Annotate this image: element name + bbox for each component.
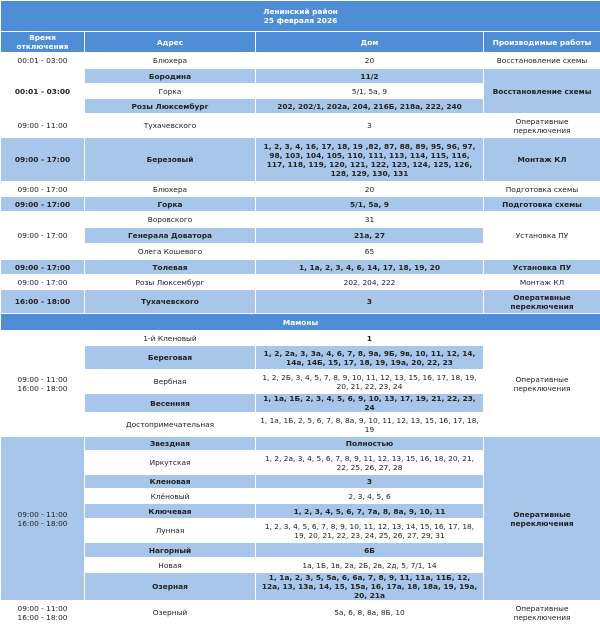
address-cell: Тухачевского bbox=[85, 290, 256, 314]
col-address-header: Адрес bbox=[85, 32, 256, 53]
table-row bbox=[1, 212, 600, 228]
address-cell: 1-й Кленовый bbox=[85, 331, 256, 346]
address-cell: Звездная bbox=[85, 437, 256, 451]
time-cell bbox=[1, 437, 85, 601]
house-cell: 65 bbox=[256, 244, 484, 260]
table-row bbox=[1, 182, 600, 197]
house-cell: 1, 1а, 1Б, 2, 5, 6, 7, 8, 8а, 9, 10, 11, 12, 13, 15, 16, 17, 18, 19 bbox=[256, 413, 484, 437]
table-row bbox=[1, 138, 600, 182]
time-cell bbox=[1, 601, 85, 625]
house-cell: 31 bbox=[256, 212, 484, 228]
address-cell: Горка bbox=[85, 197, 256, 212]
time-cell bbox=[1, 331, 85, 437]
time-cell: 09:00 - 17:00 bbox=[1, 182, 85, 197]
time-cell: 09:00 - 11:00 bbox=[1, 114, 85, 138]
house-cell: 5/1, 5а, 9 bbox=[256, 84, 484, 99]
address-cell: Новая bbox=[85, 558, 256, 573]
table-row bbox=[1, 260, 600, 275]
table-row bbox=[1, 601, 600, 625]
work-cell: Подготовка схемы bbox=[484, 197, 600, 212]
table-row bbox=[1, 331, 600, 346]
date-title: 25 февраля 2026 bbox=[4, 16, 597, 25]
address-cell: Достопримечательная bbox=[85, 413, 256, 437]
table-row bbox=[1, 197, 600, 212]
house-cell: 1, 1а, 1Б, 2, 3, 4, 5, 6, 9, 10, 13, 17, 19, 21, 22, 23, 24 bbox=[256, 394, 484, 413]
table-title bbox=[1, 1, 600, 32]
work-cell: Оперативные переключения bbox=[484, 331, 600, 437]
time-cell: 09:00 - 17:00 bbox=[1, 138, 85, 182]
section-title: Мамоны bbox=[1, 314, 600, 331]
house-cell: 6Б bbox=[256, 543, 484, 558]
time-cell: 00:01 - 03:00 bbox=[1, 69, 85, 114]
address-cell: Ключевая bbox=[85, 504, 256, 519]
house-cell: 3 bbox=[256, 290, 484, 314]
address-cell: Весенняя bbox=[85, 394, 256, 413]
address-cell: Береговая bbox=[85, 346, 256, 370]
address-cell: Озерный bbox=[85, 601, 256, 625]
table-row bbox=[1, 437, 600, 451]
table-row bbox=[1, 114, 600, 138]
house-cell: 1, 2, 2а, 3, 4, 5, 6, 7, 8, 9, 11, 12, 13, 15, 16, 18, 20, 21, 22, 25, 26, 27, 28 bbox=[256, 451, 484, 475]
address-cell: Розы Люксембург bbox=[85, 99, 256, 114]
house-cell: 1, 2, 3, 4, 5, 6, 7, 8, 9, 10, 11, 12, 13, 14, 15, 16, 17, 18, 19, 20, 21, 22, 23, 24, 25, 26, 27, 29, 31 bbox=[256, 519, 484, 543]
house-cell: 20 bbox=[256, 182, 484, 197]
col-time-header: Время отключения bbox=[1, 32, 85, 53]
house-cell: 21а, 27 bbox=[256, 228, 484, 244]
address-cell: Розы Люксембург bbox=[85, 275, 256, 290]
time-range-1: 09:00 - 11:00 bbox=[4, 375, 81, 384]
house-cell: 1, 2, 2а, 3, 3а, 4, 6, 7, 8, 9а, 9Б, 9в, 10, 11, 12, 14, 14а, 14Б, 15, 17, 18, 19, 19а, 20, 22, 23 bbox=[256, 346, 484, 370]
address-cell: Лунная bbox=[85, 519, 256, 543]
col-house-header: Дом bbox=[256, 32, 484, 53]
address-cell: Бородина bbox=[85, 69, 256, 84]
house-cell: 1, 1а, 2, 3, 4, 6, 14, 17, 18, 19, 20 bbox=[256, 260, 484, 275]
house-cell: 202, 202/1, 202а, 204, 216Б, 218а, 222, 240 bbox=[256, 99, 484, 114]
work-cell: Восстановление схемы bbox=[484, 69, 600, 114]
time-cell: 00:01 - 03:00 bbox=[1, 53, 85, 69]
work-cell: Оперативные переключения bbox=[484, 290, 600, 314]
address-cell: Нагорный bbox=[85, 543, 256, 558]
time-cell: 09:00 - 17:00 bbox=[1, 197, 85, 212]
address-cell: Вербная bbox=[85, 370, 256, 394]
house-cell: 3 bbox=[256, 475, 484, 489]
work-cell: Оперативные переключения bbox=[484, 601, 600, 625]
address-cell: Озерная bbox=[85, 573, 256, 601]
work-cell: Подготовка схемы bbox=[484, 182, 600, 197]
table-title-row bbox=[1, 1, 600, 32]
address-cell: Олега Кошевого bbox=[85, 244, 256, 260]
table-row bbox=[1, 290, 600, 314]
section-header-row bbox=[1, 314, 600, 331]
address-cell: Генерала Доватора bbox=[85, 228, 256, 244]
address-cell: Тухачевского bbox=[85, 114, 256, 138]
time-cell: 09:00 - 17:00 bbox=[1, 212, 85, 260]
house-cell: 20 bbox=[256, 53, 484, 69]
time-range-2: 16:00 - 18:00 bbox=[4, 384, 81, 393]
time-cell: 16:00 - 18:00 bbox=[1, 290, 85, 314]
work-cell: Оперативные переключения bbox=[484, 437, 600, 601]
house-cell: Полностью bbox=[256, 437, 484, 451]
table-row bbox=[1, 69, 600, 84]
table-row bbox=[1, 53, 600, 69]
col-work-header: Производимые работы bbox=[484, 32, 600, 53]
house-cell: 11/2 bbox=[256, 69, 484, 84]
house-cell: 1, 2, 3, 4, 5, 6, 7, 7а, 8, 8а, 9, 10, 11 bbox=[256, 504, 484, 519]
work-cell: Монтаж КЛ bbox=[484, 138, 600, 182]
time-range-2: 16:00 - 18:00 bbox=[4, 613, 81, 622]
work-cell: Установка ПУ bbox=[484, 212, 600, 260]
address-cell: Кленовая bbox=[85, 475, 256, 489]
house-cell: 1 bbox=[256, 331, 484, 346]
house-cell: 1а, 1Б, 1в, 2а, 2Б, 2в, 2д, 5, 7/1, 14 bbox=[256, 558, 484, 573]
house-cell: 5/1, 5а, 9 bbox=[256, 197, 484, 212]
house-cell: 202, 204, 222 bbox=[256, 275, 484, 290]
house-cell: 3 bbox=[256, 114, 484, 138]
address-cell: Иркутская bbox=[85, 451, 256, 475]
house-cell: 2, 3, 4, 5, 6 bbox=[256, 489, 484, 504]
work-cell: Оперативные переключения bbox=[484, 114, 600, 138]
time-cell: 09:00 - 17:00 bbox=[1, 275, 85, 290]
address-cell: Толевая bbox=[85, 260, 256, 275]
house-cell: 5а, 6, 8, 8а, 8Б, 10 bbox=[256, 601, 484, 625]
work-cell: Монтаж КЛ bbox=[484, 275, 600, 290]
column-header-row bbox=[1, 32, 600, 53]
work-cell: Установка ПУ bbox=[484, 260, 600, 275]
district-title: Ленинский район bbox=[4, 7, 597, 16]
house-cell: 1, 2, 2Б, 3, 4, 5, 7, 8, 9, 10, 11, 12, 13, 15, 16, 17, 18, 19, 20, 21, 22, 23, 24 bbox=[256, 370, 484, 394]
address-cell: Воровского bbox=[85, 212, 256, 228]
table-row bbox=[1, 275, 600, 290]
time-range-2: 16:00 - 18:00 bbox=[4, 519, 81, 528]
address-cell: Блюхера bbox=[85, 53, 256, 69]
house-cell: 1, 1а, 2, 3, 5, 5а, 6, 6а, 7, 8, 9, 11, 11а, 11Б, 12, 12а, 13, 13а, 14, 15, 15а, 16, 17а, 18, 18а, 19, 19а, 20, 21а bbox=[256, 573, 484, 601]
house-cell: 1, 2, 3, 4, 16, 17, 18, 19 ,82, 87, 88, 89, 95, 96, 97, 98, 103, 104, 105, 110, 111, 113, 114, 115, 116, 117, 118, 119, 120, 121, 122, 123, 124, 125, 126, 128, 129, 130, 131 bbox=[256, 138, 484, 182]
time-range-1: 09:00 - 11:00 bbox=[4, 604, 81, 613]
work-cell: Восстановление схемы bbox=[484, 53, 600, 69]
address-cell: Горка bbox=[85, 84, 256, 99]
address-cell: Клёновый bbox=[85, 489, 256, 504]
address-cell: Блюхера bbox=[85, 182, 256, 197]
address-cell: Березовый bbox=[85, 138, 256, 182]
time-cell: 09:00 - 17:00 bbox=[1, 260, 85, 275]
time-range-1: 09:00 - 11:00 bbox=[4, 510, 81, 519]
